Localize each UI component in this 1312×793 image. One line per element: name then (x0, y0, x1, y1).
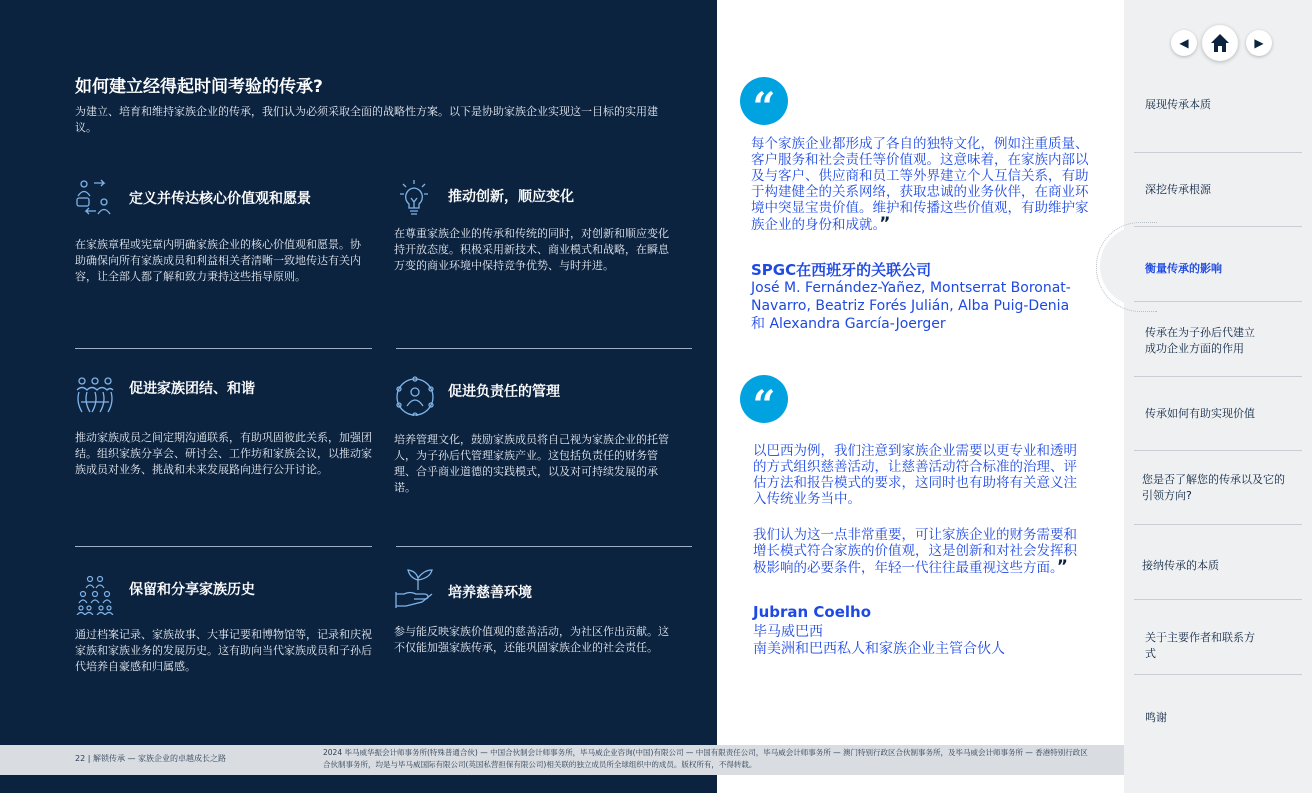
divider (75, 348, 372, 349)
divider (396, 546, 692, 547)
nav-divider (1134, 376, 1302, 377)
card-title: 培养慈善环境 (448, 585, 532, 601)
stewardship-icon (394, 376, 434, 416)
card-title: 定义并传达核心价值观和愿景 (129, 191, 311, 207)
quote-mark-icon: “ (740, 77, 788, 125)
nav-item[interactable]: 鸣谢 (1145, 711, 1167, 724)
home-button[interactable] (1202, 25, 1238, 61)
nav-item-active[interactable]: 衡量传承的影响 (1145, 262, 1222, 275)
quote-2-attribution: Jubran Coelho (753, 603, 872, 621)
hand-plant-icon (394, 568, 434, 608)
card-body: 培养管理文化，鼓励家族成员将自己视为家族企业的托管人，为子孙后代管理家族产业。这包括负责任的财务管理、合乎商业道德的实践模式，以及对可持续发展的承诺。 (394, 433, 669, 494)
nav-divider (1134, 450, 1302, 451)
family-unity-icon (75, 376, 115, 416)
quote-2-org: 毕马威巴西 (753, 624, 823, 640)
people-exchange-icon (75, 178, 115, 218)
intro-text: 为建立、培育和维持家族企业的传承，我们认为必须采取全面的战略性方案。以下是协助家族企业实现这一目标的实用建议。 (75, 105, 658, 134)
page-title: 如何建立经得起时间考验的传承? (75, 77, 323, 97)
nav-item[interactable]: 传承如何有助实现价值 (1145, 407, 1255, 420)
card-body: 在家族章程或宪章内明确家族企业的核心价值观和愿景。协助确保向所有家族成员和利益相关者清晰一致地传达有关内容，让全部人都了解和致力秉持这些指导原则。 (75, 238, 361, 283)
card-title: 保留和分享家族历史 (129, 582, 255, 598)
family-tree-icon (75, 575, 115, 615)
card-family-unity (75, 376, 375, 506)
close-quote-icon: ” (1056, 557, 1068, 577)
nav-divider (1134, 301, 1302, 302)
nav-divider (1134, 674, 1302, 675)
card-body: 在尊重家族企业的传承和传统的同时，对创新和顺应变化持开放态度。积极采用新技术、商业模式和战略，在瞬息万变的商业环境中保持竞争优势、与时并进。 (394, 227, 669, 272)
nav-item[interactable]: 关于主要作者和联系方式 (1145, 631, 1255, 660)
nav-divider (1134, 524, 1302, 525)
footer-page-label: 22 | 解锁传承 — 家族企业的卓越成长之路 (75, 754, 227, 763)
quote-1-attribution: SPGC在西班牙的关联公司 (751, 261, 932, 279)
close-quote-icon: ” (879, 214, 891, 234)
divider (396, 348, 692, 349)
quote-2-role: 南美洲和巴西私人和家族企业主管合伙人 (753, 641, 1005, 657)
card-body: 推动家族成员之间定期沟通联系，有助巩固彼此关系，加强团结。组织家族分享会、研讨会、工作坊和家族会议，以推动家族成员对业务、挑战和未来发展路向进行公开讨论。 (75, 431, 372, 476)
nav-item[interactable]: 传承在为子孙后代建立成功企业方面的作用 (1145, 326, 1255, 355)
footer-legal-text: 2024 毕马威华振会计师事务所(特殊普通合伙) — 中国合伙制会计师事务所，毕马威企业咨询(中国)有限公司 — 中国有限责任公司，毕马威会计师事务所 — 澳门特别行政区合伙制事务所，及毕马威会计师事务所 — 香港特别行政区合伙制事务所，均是与毕马威国际有限公司(英国私营担保有限公司)相关联的独立成员所全球组织中的成员。版权所有，不得转载。 (323, 748, 1088, 769)
nav-item[interactable]: 接纳传承的本质 (1142, 559, 1219, 572)
card-philanthropy (394, 568, 694, 678)
nav-divider (1134, 152, 1302, 153)
card-title: 促进家族团结、和谐 (129, 381, 255, 397)
card-stewardship (394, 376, 694, 506)
quote-mark-icon: “ (740, 375, 788, 423)
card-body: 通过档案记录、家族故事、大事记要和博物馆等，记录和庆祝家族和家族业务的发展历史。这有助向当代家族成员和子孙后代培养自豪感和归属感。 (75, 628, 372, 673)
nav-item[interactable]: 展现传承本质 (1145, 98, 1211, 111)
lightbulb-icon (394, 178, 434, 218)
card-innovation (394, 178, 694, 308)
quote-1-authors: José M. Fernández-Yañez, Montserrat Boronat-Navarro, Beatriz Forés Julián, Alba Puig-Denia 和 Alexandra García-Joerger (751, 280, 1071, 332)
quote-2-paragraph-1: 以巴西为例，我们注意到家族企业需要以更专业和透明的方式组织慈善活动，让慈善活动符合标准的治理、评估方法和报告模式的要求，这同时也有助将有关意义注入传统业务当中。 (753, 443, 1077, 507)
quote-2-paragraph-2: 我们认为这一点非常重要，可让家族企业的财务需要和增长模式符合家族的价值观，这是创新和对社会发挥积极影响的必要条件，年轻一代往往最重视这些方面。 (753, 527, 1077, 576)
card-core-values (75, 178, 375, 308)
quote-2-text (753, 443, 1088, 576)
nav-divider (1134, 226, 1302, 227)
nav-item[interactable]: 深挖传承根源 (1145, 183, 1211, 196)
quote-1-text (751, 136, 1091, 233)
nav-divider (1134, 599, 1302, 600)
nav-item[interactable]: 您是否了解您的传承以及它的引领方向? (1142, 473, 1285, 502)
card-body: 参与能反映家族价值观的慈善活动，为社区作出贡献。这不仅能加强家族传承，还能巩固家族企业的社会责任。 (394, 625, 669, 654)
card-title: 推动创新，顺应变化 (448, 189, 574, 205)
card-title: 促进负责任的管理 (448, 384, 560, 400)
quote-1-body: 每个家族企业都形成了各自的独特文化，例如注重质量、客户服务和社会责任等价值观。这意味着，在家族内部以及与客户、供应商和员工等外界建立个人互信关系，有助于构建健全的关系网络，获取忠诚的业务伙伴，在商业环境中突显宝贵价值。维护和传播这些价值观，有助维护家族企业的身份和成就。 (751, 136, 1089, 233)
card-family-history (75, 575, 375, 685)
home-icon (1202, 25, 1238, 61)
next-page-button[interactable]: ▶ (1246, 30, 1272, 56)
prev-page-button[interactable]: ◀ (1171, 30, 1197, 56)
divider (75, 546, 372, 547)
